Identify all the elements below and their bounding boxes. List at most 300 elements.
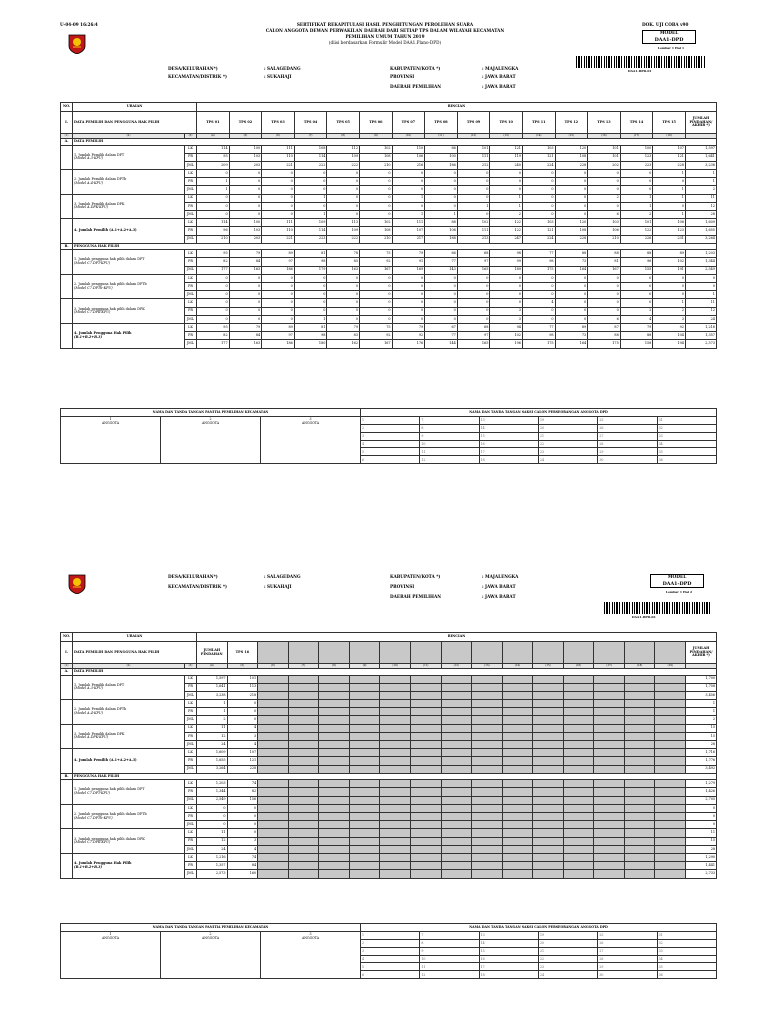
value-cell: 122 bbox=[490, 227, 523, 235]
value-cell: 82 bbox=[197, 332, 230, 340]
value-cell: 100 bbox=[229, 219, 262, 227]
column-header: TPS 01 bbox=[197, 112, 230, 134]
empty-cell bbox=[624, 724, 655, 732]
row-label-subtext: (Model A.DPK-KPU) bbox=[74, 205, 109, 210]
empty-cell bbox=[472, 765, 503, 773]
total-cell: 28 bbox=[686, 845, 717, 853]
rekap-table-page-1 bbox=[60, 102, 717, 349]
value-cell: 110 bbox=[392, 145, 425, 153]
value-cell: 84 bbox=[229, 258, 262, 266]
empty-cell bbox=[624, 813, 655, 821]
column-header: TPS 07 bbox=[392, 112, 425, 134]
total-cell: 2,733 bbox=[686, 870, 717, 878]
row-type: JML bbox=[185, 870, 197, 878]
row-label-text: 1. Jumlah Pemilih dalam DPT bbox=[74, 682, 125, 687]
empty-cell bbox=[563, 708, 594, 716]
witness-signature-slot: 26 bbox=[598, 424, 657, 432]
total-cell: 3,492 bbox=[686, 765, 717, 773]
witness-signature-title: NAMA DAN TANDA TANGAN SAKSI CALON PERSEORANGAN ANGGOTA DPD bbox=[361, 409, 717, 417]
empty-cell bbox=[319, 749, 350, 757]
empty-cell bbox=[410, 757, 441, 765]
row-label bbox=[73, 724, 185, 749]
value-cell: 109 bbox=[327, 153, 360, 161]
row-label-text: 3. Jumlah pengguna hak pilih dalam DPK bbox=[74, 306, 145, 311]
column-header: TPS 14 bbox=[620, 112, 653, 134]
table-row bbox=[61, 853, 717, 861]
witness-signature-slot: 15 bbox=[479, 432, 538, 440]
witness-signature-slot: 3 bbox=[361, 947, 420, 955]
column-index: (17) bbox=[620, 134, 653, 139]
empty-cell bbox=[655, 862, 686, 870]
empty-cell bbox=[288, 683, 319, 691]
value-cell: 0 bbox=[227, 804, 258, 812]
empty-cell bbox=[472, 741, 503, 749]
empty-cell bbox=[441, 675, 472, 683]
value-cell: 0 bbox=[522, 194, 555, 202]
value-cell: 0 bbox=[555, 291, 588, 299]
value-cell: 77 bbox=[522, 323, 555, 331]
total-cell: 0 bbox=[685, 274, 716, 282]
row-label bbox=[73, 299, 185, 324]
row-type: LK bbox=[185, 724, 197, 732]
empty-cell bbox=[288, 716, 319, 724]
value-cell: 24 bbox=[197, 741, 228, 749]
empty-cell bbox=[410, 708, 441, 716]
value-cell: 188 bbox=[425, 235, 458, 243]
empty-cell bbox=[533, 837, 564, 845]
value-cell: 194 bbox=[653, 340, 686, 348]
empty-cell bbox=[594, 862, 625, 870]
value-cell: 121 bbox=[522, 153, 555, 161]
value-cell: 0 bbox=[457, 211, 490, 219]
value-cell: 0 bbox=[359, 299, 392, 307]
table-row bbox=[61, 409, 717, 417]
table-row bbox=[61, 103, 717, 112]
value-cell: 0 bbox=[620, 299, 653, 307]
empty-cell bbox=[258, 813, 289, 821]
empty-cell bbox=[410, 724, 441, 732]
empty-cell bbox=[288, 780, 319, 788]
row-label-subtext: (Model A.DPK-KPU) bbox=[74, 735, 109, 740]
value-cell: 0 bbox=[227, 813, 258, 821]
total-cell: 11 bbox=[685, 299, 716, 307]
empty-cell bbox=[349, 845, 380, 853]
value-cell: 92 bbox=[359, 258, 392, 266]
empty-cell bbox=[319, 829, 350, 837]
value-cell: 0 bbox=[425, 315, 458, 323]
dapil-value: : JAWA BARAT bbox=[482, 84, 516, 89]
value-cell: 203 bbox=[229, 235, 262, 243]
value-cell: 103 bbox=[588, 219, 621, 227]
row-label bbox=[73, 700, 185, 725]
value-cell: 222 bbox=[294, 161, 327, 169]
value-cell: 111 bbox=[457, 153, 490, 161]
value-cell: 78 bbox=[327, 250, 360, 258]
value-cell: 0 bbox=[653, 291, 686, 299]
signer-role: ANGGOTA bbox=[201, 420, 220, 425]
empty-cell bbox=[563, 837, 594, 845]
value-cell: 167 bbox=[359, 266, 392, 274]
empty-cell bbox=[502, 765, 533, 773]
witness-signature-slot: 18 bbox=[479, 456, 538, 464]
signer-role: ANGGOTA bbox=[101, 935, 120, 940]
witness-signature-slot: 14 bbox=[479, 424, 538, 432]
value-cell: 103 bbox=[229, 153, 262, 161]
column-index: (18) bbox=[624, 664, 655, 669]
value-cell: 111 bbox=[262, 219, 295, 227]
value-cell: 223 bbox=[620, 161, 653, 169]
kecamatan-label: KECAMATAN/DISTRIK *) bbox=[168, 584, 227, 589]
value-cell: 156 bbox=[227, 796, 258, 804]
empty-cell bbox=[655, 853, 686, 861]
value-cell: 102 bbox=[457, 219, 490, 227]
section-a-title: DATA PEMILIH bbox=[73, 139, 717, 146]
value-cell: 162 bbox=[327, 340, 360, 348]
empty-cell bbox=[441, 788, 472, 796]
empty-cell bbox=[380, 691, 411, 699]
value-cell: 86 bbox=[425, 145, 458, 153]
value-cell: 0 bbox=[327, 299, 360, 307]
row-label bbox=[73, 804, 185, 829]
value-cell: 92 bbox=[653, 323, 686, 331]
header-uraian: URAIAN bbox=[73, 103, 197, 112]
row-type: LK bbox=[185, 829, 197, 837]
value-cell: 2 bbox=[653, 307, 686, 315]
value-cell: 114 bbox=[197, 219, 230, 227]
total-cell: 1,609 bbox=[685, 219, 716, 227]
total-cell: 1,655 bbox=[685, 227, 716, 235]
column-index: (19) bbox=[655, 664, 686, 669]
provinsi-value: : JAWA BARAT bbox=[482, 584, 516, 589]
empty-cell bbox=[319, 708, 350, 716]
empty-cell bbox=[319, 757, 350, 765]
value-cell: 186 bbox=[425, 161, 458, 169]
witness-signature-slot: 8 bbox=[420, 424, 479, 432]
witness-signature-slot: 4 bbox=[361, 440, 420, 448]
table-row bbox=[61, 924, 717, 932]
empty-cell bbox=[380, 732, 411, 740]
kecamatan-label: KECAMATAN/DISTRIK *) bbox=[168, 74, 227, 79]
row-type: PR bbox=[185, 307, 197, 315]
empty-column-header bbox=[258, 642, 289, 664]
header-no: NO. bbox=[61, 633, 73, 642]
empty-cell bbox=[258, 741, 289, 749]
empty-cell bbox=[502, 708, 533, 716]
total-cell: 0 bbox=[686, 804, 717, 812]
witness-signature-slot: 22 bbox=[538, 955, 597, 963]
empty-cell bbox=[258, 724, 289, 732]
dapil-value: : JAWA BARAT bbox=[482, 594, 516, 599]
value-cell: 228 bbox=[227, 765, 258, 773]
column-index: (6) bbox=[258, 664, 289, 669]
value-cell: 101 bbox=[588, 153, 621, 161]
value-cell: 216 bbox=[392, 161, 425, 169]
empty-cell bbox=[441, 708, 472, 716]
column-index: (7) bbox=[288, 664, 319, 669]
value-cell: 0 bbox=[653, 274, 686, 282]
empty-cell bbox=[441, 829, 472, 837]
column-index: (15) bbox=[533, 664, 564, 669]
provinsi-label: PROVINSI bbox=[390, 74, 415, 79]
value-cell: 0 bbox=[490, 170, 523, 178]
empty-cell bbox=[594, 788, 625, 796]
total-cell: 1,344 bbox=[685, 258, 716, 266]
row-label bbox=[73, 675, 185, 700]
empty-cell bbox=[258, 732, 289, 740]
doc-code: DOK. UJI COBA v90 bbox=[642, 22, 689, 27]
empty-cell bbox=[441, 813, 472, 821]
empty-cell bbox=[563, 765, 594, 773]
value-cell: 0 bbox=[425, 170, 458, 178]
row-type: LK bbox=[185, 274, 197, 282]
value-cell: 0 bbox=[327, 202, 360, 210]
table-row bbox=[61, 274, 717, 282]
empty-cell bbox=[441, 691, 472, 699]
empty-cell bbox=[594, 683, 625, 691]
empty-cell bbox=[258, 845, 289, 853]
value-cell: 0 bbox=[359, 274, 392, 282]
row-number bbox=[61, 194, 73, 219]
value-cell: 0 bbox=[359, 186, 392, 194]
value-cell: 2,549 bbox=[197, 796, 228, 804]
value-cell: 2 bbox=[197, 716, 228, 724]
value-cell: 114 bbox=[294, 227, 327, 235]
witness-signature-slot: 1 bbox=[361, 416, 420, 424]
value-cell: 0 bbox=[522, 178, 555, 186]
value-cell: 0 bbox=[555, 211, 588, 219]
column-index: (13) bbox=[472, 664, 503, 669]
witness-signature-slot: 21 bbox=[538, 432, 597, 440]
table-row bbox=[61, 323, 717, 331]
row-type: LK bbox=[185, 170, 197, 178]
value-cell: 0 bbox=[294, 274, 327, 282]
empty-cell bbox=[410, 788, 441, 796]
value-cell: 0 bbox=[197, 813, 228, 821]
value-cell: 180 bbox=[294, 340, 327, 348]
witness-signature-slot: 30 bbox=[598, 971, 657, 979]
witness-signature-slot: 29 bbox=[598, 448, 657, 456]
empty-cell bbox=[441, 724, 472, 732]
value-cell: 108 bbox=[294, 145, 327, 153]
empty-cell bbox=[349, 780, 380, 788]
value-cell: 0 bbox=[227, 829, 258, 837]
dapil-label: DAERAH PEMILIHAN bbox=[390, 594, 442, 599]
table-row bbox=[61, 416, 717, 424]
value-cell: 177 bbox=[197, 266, 230, 274]
value-cell: 100 bbox=[620, 145, 653, 153]
total-cell: 1 bbox=[686, 700, 717, 708]
row-type: PR bbox=[185, 837, 197, 845]
table-row bbox=[61, 829, 717, 837]
row-type: LK bbox=[185, 145, 197, 153]
empty-cell bbox=[380, 796, 411, 804]
value-cell: 0 bbox=[262, 315, 295, 323]
empty-cell bbox=[349, 821, 380, 829]
value-cell: 228 bbox=[653, 161, 686, 169]
value-cell: 108 bbox=[425, 227, 458, 235]
table-row bbox=[61, 700, 717, 708]
empty-cell bbox=[594, 732, 625, 740]
value-cell: 224 bbox=[522, 235, 555, 243]
empty-cell bbox=[624, 853, 655, 861]
value-cell: 1 bbox=[197, 178, 230, 186]
witness-signature-slot: 11 bbox=[420, 448, 479, 456]
value-cell: 0 bbox=[588, 299, 621, 307]
value-cell: 0 bbox=[262, 283, 295, 291]
empty-cell bbox=[319, 804, 350, 812]
value-cell: 4 bbox=[227, 724, 258, 732]
column-index: (13) bbox=[490, 134, 523, 139]
empty-column-header bbox=[655, 642, 686, 664]
value-cell: 143 bbox=[425, 266, 458, 274]
empty-cell bbox=[472, 732, 503, 740]
row-number bbox=[61, 675, 73, 700]
witness-signature-slot: 31 bbox=[657, 931, 716, 939]
value-cell: 88 bbox=[555, 250, 588, 258]
empty-cell bbox=[594, 749, 625, 757]
value-cell: 0 bbox=[653, 283, 686, 291]
witness-signature-slot: 25 bbox=[598, 931, 657, 939]
total-cell: 1,203 bbox=[685, 250, 716, 258]
value-cell: 0 bbox=[522, 307, 555, 315]
empty-cell bbox=[594, 700, 625, 708]
row-label-text: 4. Jumlah Pengguna Hak Pilih bbox=[74, 861, 132, 866]
total-cell: 1,758 bbox=[686, 683, 717, 691]
row-type: JML bbox=[185, 845, 197, 853]
total-cell: 2 bbox=[686, 716, 717, 724]
column-index: (8) bbox=[327, 134, 360, 139]
value-cell: 99 bbox=[490, 258, 523, 266]
witness-signature-slot: 28 bbox=[598, 955, 657, 963]
row-type: JML bbox=[185, 340, 197, 348]
form-title-line-1: SERTIFIKAT REKAPITULASI HASIL PENGHITUNGAN PEROLEHAN SUARA bbox=[296, 22, 474, 27]
empty-cell bbox=[319, 683, 350, 691]
value-cell: 0 bbox=[555, 315, 588, 323]
value-cell: 221 bbox=[262, 235, 295, 243]
value-cell: 0 bbox=[490, 178, 523, 186]
value-cell: 0 bbox=[425, 283, 458, 291]
empty-cell bbox=[349, 837, 380, 845]
value-cell: 6 bbox=[588, 315, 621, 323]
row-type: LK bbox=[185, 853, 197, 861]
witness-signature-slot: 4 bbox=[361, 955, 420, 963]
value-cell: 102 bbox=[359, 219, 392, 227]
row-type: LK bbox=[185, 250, 197, 258]
empty-cell bbox=[410, 870, 441, 878]
column-index: (4) bbox=[197, 134, 230, 139]
value-cell: 0 bbox=[294, 283, 327, 291]
total-cell: 3,456 bbox=[686, 691, 717, 699]
empty-cell bbox=[288, 804, 319, 812]
value-cell: 0 bbox=[588, 202, 621, 210]
empty-cell bbox=[563, 716, 594, 724]
empty-cell bbox=[380, 675, 411, 683]
value-cell: 0 bbox=[294, 307, 327, 315]
row-label-text: 4. Jumlah Pengguna Hak Pilih bbox=[74, 331, 132, 336]
empty-cell bbox=[258, 804, 289, 812]
empty-cell bbox=[502, 757, 533, 765]
empty-column-header bbox=[380, 642, 411, 664]
value-cell: 0 bbox=[490, 274, 523, 282]
value-cell: 85 bbox=[327, 258, 360, 266]
column-header: TPS 09 bbox=[457, 112, 490, 134]
value-cell: 79 bbox=[229, 323, 262, 331]
empty-cell bbox=[594, 716, 625, 724]
value-cell: 203 bbox=[229, 161, 262, 169]
empty-cell bbox=[319, 732, 350, 740]
value-cell: 165 bbox=[457, 340, 490, 348]
row-label-subtext: (Model A.3-KPU) bbox=[74, 156, 103, 161]
empty-cell bbox=[472, 837, 503, 845]
value-cell: 0 bbox=[359, 211, 392, 219]
value-cell: 160 bbox=[227, 870, 258, 878]
column-header: TPS 12 bbox=[555, 112, 588, 134]
row-type: PR bbox=[185, 862, 197, 870]
empty-cell bbox=[594, 675, 625, 683]
empty-cell bbox=[594, 813, 625, 821]
value-cell: 0 bbox=[522, 291, 555, 299]
witness-signature-slot: 22 bbox=[538, 440, 597, 448]
empty-cell bbox=[441, 700, 472, 708]
empty-cell bbox=[624, 796, 655, 804]
empty-cell bbox=[319, 845, 350, 853]
witness-signature-slot: 19 bbox=[538, 931, 597, 939]
total-cell: 1,279 bbox=[686, 780, 717, 788]
empty-cell bbox=[472, 683, 503, 691]
total-cell: 1,641 bbox=[685, 153, 716, 161]
total-cell: 2,549 bbox=[685, 266, 716, 274]
value-cell: 0 bbox=[490, 291, 523, 299]
value-cell: 121 bbox=[522, 227, 555, 235]
empty-cell bbox=[502, 796, 533, 804]
empty-cell bbox=[441, 796, 472, 804]
witness-signature-slot: 20 bbox=[538, 424, 597, 432]
value-cell: 79 bbox=[392, 250, 425, 258]
value-cell: 210 bbox=[197, 235, 230, 243]
witness-signature-slot: 12 bbox=[420, 456, 479, 464]
value-cell: 1 bbox=[197, 708, 228, 716]
empty-column-header bbox=[594, 642, 625, 664]
empty-cell bbox=[502, 862, 533, 870]
signer-number: 3 bbox=[309, 416, 312, 421]
row-type: JML bbox=[185, 741, 197, 749]
column-header: TPS 13 bbox=[588, 112, 621, 134]
value-cell: 75 bbox=[359, 323, 392, 331]
value-cell: 0 bbox=[392, 178, 425, 186]
witness-signature-slot: 24 bbox=[538, 971, 597, 979]
empty-cell bbox=[655, 757, 686, 765]
value-cell: 0 bbox=[229, 170, 262, 178]
value-cell: 4 bbox=[227, 741, 258, 749]
empty-column-header bbox=[410, 642, 441, 664]
empty-cell bbox=[594, 757, 625, 765]
witness-signature-slot: 9 bbox=[420, 947, 479, 955]
value-cell: 0 bbox=[522, 283, 555, 291]
row-label bbox=[73, 194, 185, 219]
witness-signature-slot: 36 bbox=[657, 456, 716, 464]
value-cell: 0 bbox=[457, 194, 490, 202]
empty-cell bbox=[624, 862, 655, 870]
empty-cell bbox=[410, 821, 441, 829]
empty-cell bbox=[319, 813, 350, 821]
value-cell: 0 bbox=[262, 211, 295, 219]
value-cell: 6 bbox=[588, 211, 621, 219]
value-cell: 196 bbox=[490, 340, 523, 348]
row-number bbox=[61, 219, 73, 244]
value-cell: 89 bbox=[555, 323, 588, 331]
column-header: TPS 05 bbox=[327, 112, 360, 134]
table-row bbox=[61, 780, 717, 788]
